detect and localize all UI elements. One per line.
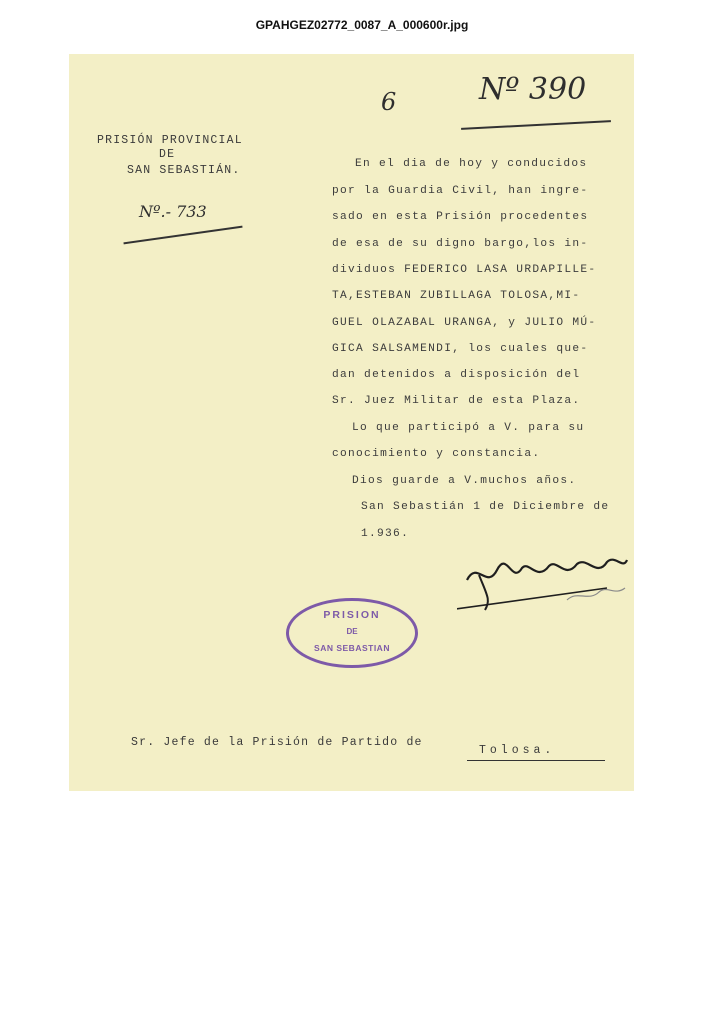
reference-underline (123, 226, 242, 245)
body-line: Sr. Juez Militar de esta Plaza. (332, 395, 581, 407)
prison-seal (286, 598, 418, 668)
reference-number: Nº.- 733 (139, 202, 207, 221)
seal-line3: SAN SEBASTIAN (314, 643, 390, 653)
number-underline (461, 120, 611, 130)
body-line: TA,ESTEBAN ZUBILLAGA TOLOSA,MI- (332, 290, 581, 302)
body-line: Dios guarde a V.muchos años. (352, 475, 577, 487)
body-line: de esa de su digno bargo,los in- (332, 238, 589, 250)
addressee-label: Sr. Jefe de la Prisión de Partido de (131, 736, 423, 749)
body-line: 1.936. (361, 528, 410, 540)
addressee-underline (467, 760, 605, 761)
document-sheet (69, 54, 634, 791)
institution-line1: PRISIÓN PROVINCIAL (97, 134, 243, 147)
body-line: San Sebastián 1 de Diciembre de (361, 501, 610, 513)
addressee-place: Tolosa. (479, 744, 556, 757)
institution-line3: SAN SEBASTIÁN. (127, 164, 241, 177)
body-line: GUEL OLAZABAL URANGA, y JULIO MÚ- (332, 317, 597, 329)
body-line: GICA SALSAMENDI, los cuales que- (332, 343, 589, 355)
page-mark: 6 (381, 88, 397, 116)
body-line: por la Guardia Civil, han ingre- (332, 185, 589, 197)
body-line: dan detenidos a disposición del (332, 369, 581, 381)
body-line: En el dia de hoy y conducidos (355, 158, 588, 170)
seal-line1: PRISION (323, 609, 381, 621)
seal-line2: DE (346, 627, 358, 636)
body-line: dividuos FEDERICO LASA URDAPILLE- (332, 264, 597, 276)
body-line: Lo que participó a V. para su (352, 422, 585, 434)
body-line: conocimiento y constancia. (332, 448, 541, 460)
institution-line2: DE (159, 148, 176, 161)
file-title: GPAHGEZ02772_0087_A_000600r.jpg (255, 18, 469, 32)
document-number: Nº 390 (479, 72, 587, 107)
body-line: sado en esta Prisión procedentes (332, 211, 589, 223)
signature (457, 540, 632, 620)
